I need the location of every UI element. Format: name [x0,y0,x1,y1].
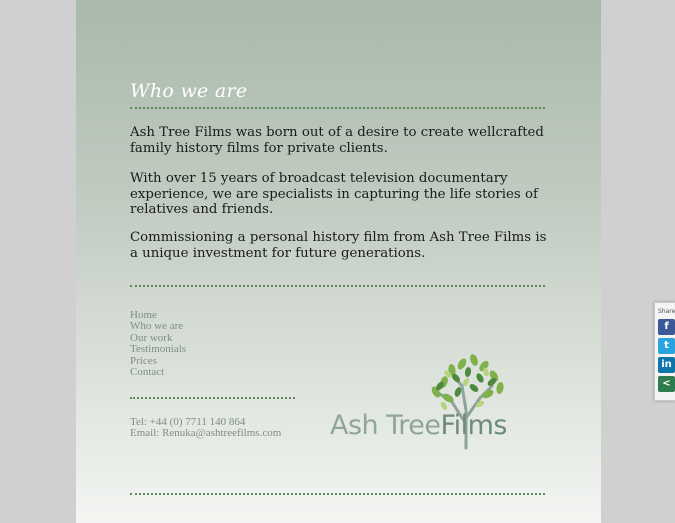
share-widget [654,302,675,401]
intro-paragraph-1: Ash Tree Films was born out of a desire to create wellcrafted family history films for private clients. [130,125,544,156]
more-share-button[interactable] [658,376,675,392]
facebook-icon: f [664,321,669,332]
nav-link-home[interactable]: Home [130,309,157,321]
twitter-icon: t [664,340,669,351]
facebook-share-button[interactable] [658,319,675,335]
contact-email[interactable]: Email: Renuka@ashtreefilms.com [130,427,282,440]
footer-nav [130,310,186,378]
page-title: Who we are [130,80,248,102]
nav-link-testimonials[interactable]: Testimonials [130,343,187,356]
logo-word-ash-tree: Ash Tree [330,410,441,441]
share-label: Share [658,308,675,315]
nav-link-contact[interactable]: Contact [130,366,165,379]
logo-wordmark [330,410,507,441]
intro-paragraph-3: Commissioning a personal history film from Ash Tree Films is a unique investment for future generations. [130,230,547,261]
footer-divider [130,493,545,495]
twitter-share-button[interactable] [658,338,675,354]
contact-info [130,417,281,440]
contact-phone: Tel: +44 (0) 7711 140 864 [130,416,246,428]
nav-link-our-work[interactable]: Our work [130,331,173,344]
ash-tree-films-logo [330,352,550,452]
nav-divider [130,397,295,399]
logo-word-films: Films [440,410,507,441]
heading-divider [130,107,545,109]
linkedin-icon: in [661,359,672,370]
content-divider [130,285,545,287]
share-icon: < [662,378,671,389]
intro-paragraph-2: With over 15 years of broadcast television documentary experience, we are specialists in capturing the life stories of relatives and friends. [130,171,538,217]
linkedin-share-button[interactable] [658,357,675,373]
nav-link-prices[interactable]: Prices [130,354,157,367]
nav-link-who-we-are[interactable]: Who we are [130,320,184,333]
page-container [76,0,601,523]
